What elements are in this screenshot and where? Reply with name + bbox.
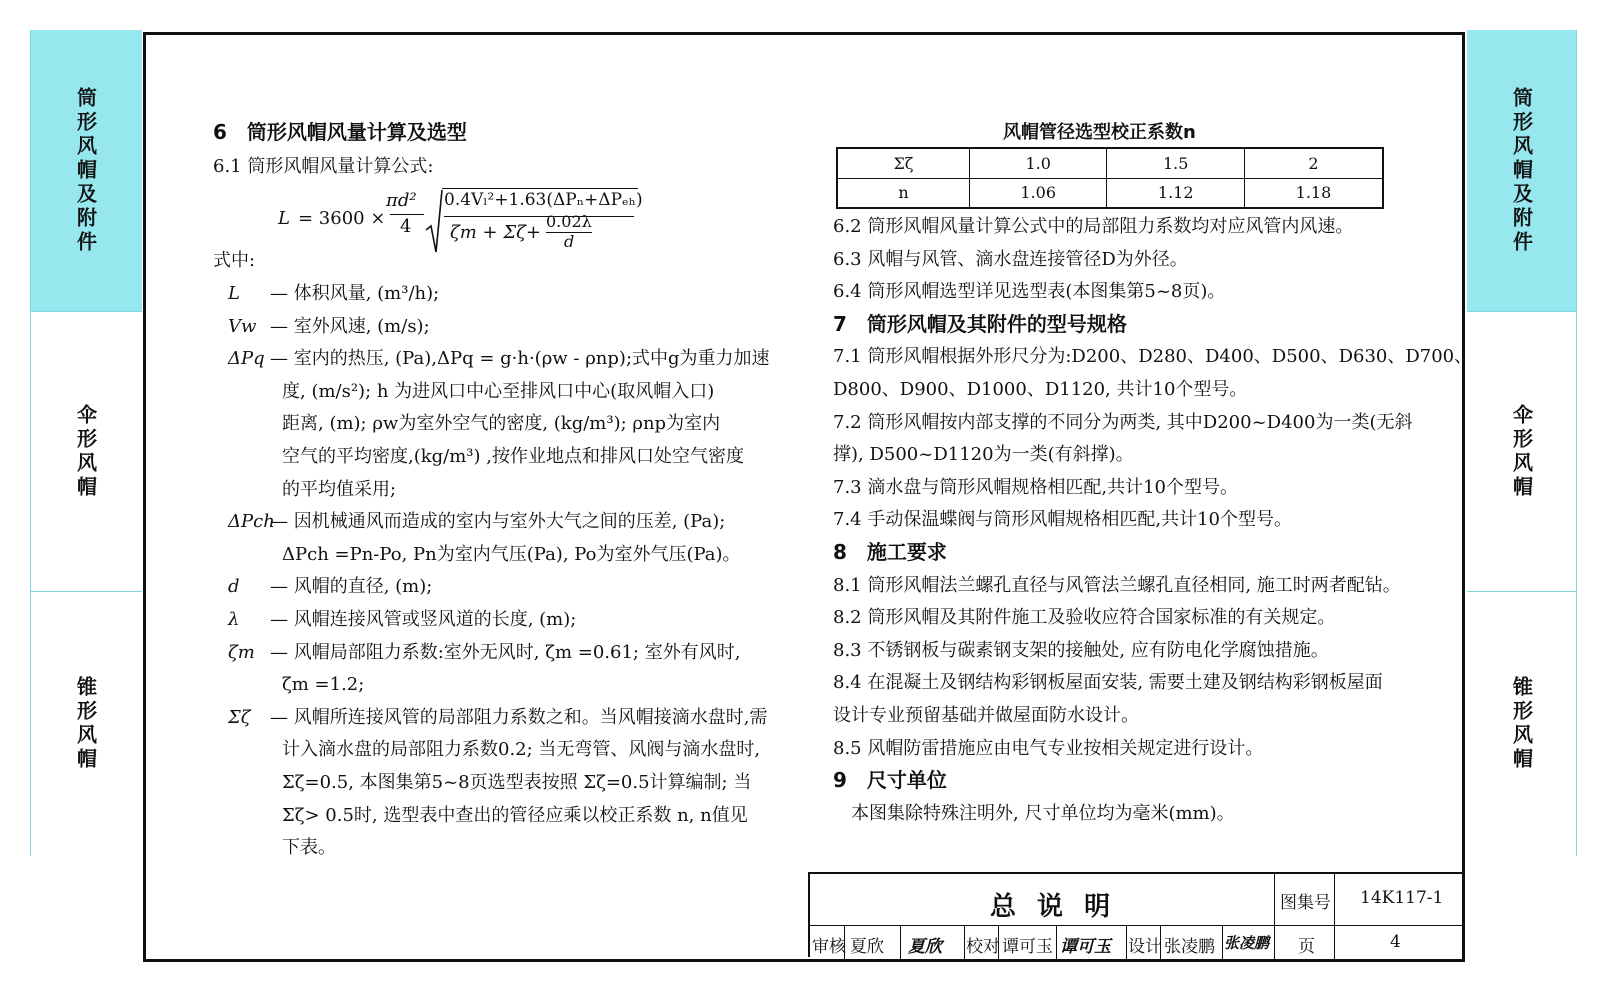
- paragraph-line: 设计专业预留基础并做屋面防水设计。: [833, 705, 1139, 726]
- paragraph-line: 本图集除特殊注明外, 尺寸单位均为毫米(mm)。: [833, 802, 1235, 824]
- side-tab-cone-cap[interactable]: [30, 592, 142, 856]
- definition-line: [228, 342, 770, 375]
- table-row: [837, 148, 1383, 178]
- definition-symbol: d: [228, 576, 240, 598]
- definition-text: ζm =1.2;: [282, 674, 365, 696]
- table-title: 风帽管径选型校正系数n: [1003, 122, 1196, 143]
- section-heading: 8 施工要求: [833, 540, 947, 564]
- definition-symbol: ΔPch: [228, 511, 275, 533]
- definition-line: [228, 570, 432, 603]
- definition-line: [228, 766, 751, 799]
- formula-pi-den: 4: [400, 216, 412, 237]
- table-cell: 1.06: [969, 178, 1107, 208]
- atlas-number: 14K117-1: [1360, 888, 1444, 908]
- correction-table: [836, 147, 1384, 209]
- formula-eq: = 3600 ×: [298, 208, 386, 229]
- paragraph-line: 7.4 手动保温蝶阀与筒形风帽规格相匹配,共计10个型号。: [833, 509, 1292, 531]
- atlas-label: 图集号: [1280, 893, 1331, 913]
- definition-text: 距离, (m); ρw为室外空气的密度, (kg/m³); ρnp为室内: [282, 413, 721, 435]
- table-cell: 1.18: [1244, 178, 1383, 208]
- definition-text: Σζ> 0.5时, 选型表中查出的管径应乘以校正系数 n, n值见: [282, 804, 748, 826]
- table-row: [837, 178, 1383, 208]
- check-signature: 谭可玉: [1060, 937, 1111, 957]
- check-label: 校对: [966, 937, 1000, 957]
- title-block: [808, 872, 1462, 957]
- side-tab-label: 伞形风帽: [1509, 403, 1534, 500]
- definition-text: — 风帽连接风管或竖风道的长度, (m);: [270, 609, 577, 630]
- paragraph-line: 6.2 筒形风帽风量计算公式中的局部阻力系数均对应风管内风速。: [833, 216, 1354, 237]
- paragraph-line: 6.4 筒形风帽选型详见选型表(本图集第5~8页)。: [833, 281, 1226, 303]
- definition-line: [228, 277, 439, 310]
- paragraph-line: 8.2 筒形风帽及其附件施工及验收应符合国家标准的有关规定。: [833, 607, 1336, 629]
- definition-text: 的平均值采用;: [282, 478, 397, 500]
- airflow-formula: [278, 188, 643, 258]
- definition-text: — 风帽所连接风管的局部阻力系数之和。当风帽接滴水盘时,需: [270, 706, 768, 728]
- side-tab-tube-cap[interactable]: [30, 30, 142, 312]
- section-heading: 9 尺寸单位: [833, 768, 947, 793]
- paragraph-line: 8.1 筒形风帽法兰螺孔直径与风管法兰螺孔直径相同, 施工时两者配钻。: [833, 574, 1401, 596]
- paragraph-line: D800、D900、D1000、D1120, 共计10个型号。: [833, 379, 1248, 400]
- side-tab-label: 锥形风帽: [73, 676, 98, 772]
- definition-text: 计入滴水盘的局部阻力系数0.2; 当无弯管、风阀与滴水盘时,: [282, 739, 761, 761]
- design-label: 设计: [1128, 937, 1162, 957]
- check-name: 谭可玉: [1002, 937, 1053, 957]
- definition-line: [228, 538, 741, 571]
- formula-numerator: 0.4Vₗ²+1.63(ΔPₙ+ΔPₑₕ): [444, 190, 643, 210]
- side-tab-label: 筒形风帽及附件: [73, 86, 98, 255]
- definition-line: [228, 440, 744, 473]
- page-number: 4: [1390, 932, 1401, 952]
- definition-text: — 体积风量, (m³/h);: [270, 283, 440, 304]
- formula-denominator: ζm + Σζ+: [450, 222, 541, 243]
- where-label: 式中:: [213, 250, 256, 271]
- side-tab-label: 筒形风帽及附件: [1509, 86, 1534, 255]
- drawing-title: 总 说 明: [990, 892, 1117, 922]
- definition-symbol: Vw: [228, 315, 257, 337]
- definition-line: [228, 733, 760, 766]
- side-tab-cone-cap[interactable]: [1467, 592, 1577, 856]
- table-cell: 1.12: [1107, 178, 1245, 208]
- table-cell: 2: [1244, 148, 1383, 178]
- definition-text: 空气的平均密度,(kg/m³) ,按作业地点和排风口处空气密度: [282, 446, 744, 467]
- definition-text: — 室内的热压, (Pa),ΔPq = g·h·(ρw - ρnp);式中g为重力加速: [270, 348, 770, 370]
- paragraph-line: 8.4 在混凝土及钢结构彩钢板屋面安装, 需要土建及钢结构彩钢板屋面: [833, 672, 1383, 694]
- section-heading: 7 筒形风帽及其附件的型号规格: [833, 311, 1127, 336]
- design-signature: 张凌鹏: [1224, 934, 1270, 952]
- formula-lhs: L: [278, 208, 290, 229]
- paragraph-line: 7.3 滴水盘与筒形风帽规格相匹配,共计10个型号。: [833, 476, 1238, 498]
- definition-line: [228, 375, 714, 408]
- definition-text: ΔPch =Pn-Po, Pn为室内气压(Pa), Po为室外气压(Pa)。: [282, 543, 741, 565]
- review-name: 夏欣: [850, 937, 884, 957]
- definition-symbol: ΔPq: [228, 348, 265, 370]
- side-edge: [1576, 30, 1577, 856]
- table-cell: Σζ: [837, 148, 969, 178]
- definition-line: [228, 799, 748, 832]
- paragraph-line: 8.5 风帽防雷措施应由电气专业按相关规定进行设计。: [833, 737, 1264, 759]
- definition-text: Σζ=0.5, 本图集第5~8页选型表按照 Σζ=0.5计算编制; 当: [282, 772, 752, 793]
- definition-symbol: λ: [228, 609, 240, 630]
- table-cell: 1.0: [969, 148, 1107, 178]
- formula-pi-num: πd²: [386, 190, 417, 211]
- definition-line: [228, 505, 725, 538]
- review-label: 审核: [812, 937, 846, 957]
- formula-frac-den: d: [564, 232, 575, 251]
- definition-symbol: L: [228, 283, 240, 304]
- table-cell: n: [837, 178, 969, 208]
- definition-text: — 室外风速, (m/s);: [270, 315, 430, 337]
- section-heading-6: 6 筒形风帽风量计算及选型: [213, 120, 467, 144]
- paragraph-line: 6.3 风帽与风管、滴水盘连接管径D为外径。: [833, 248, 1188, 270]
- sqrt-icon: [424, 188, 444, 254]
- definition-text: 度, (m/s²); h 为进风口中心至排风口中心(取风帽入口): [282, 380, 715, 402]
- definition-line: [228, 407, 720, 440]
- paragraph-line: 撑), D500~D1120为一类(有斜撑)。: [833, 444, 1134, 466]
- definition-text: — 风帽局部阻力系数:室外无风时, ζm =0.61; 室外有风时,: [270, 641, 741, 663]
- side-edge: [30, 30, 31, 856]
- side-tab-label: 锥形风帽: [1509, 676, 1534, 772]
- table-cell: 1.5: [1107, 148, 1245, 178]
- side-tab-umbrella-cap[interactable]: [1467, 312, 1577, 592]
- right-side-tabs: [1467, 30, 1577, 856]
- side-tab-label: 伞形风帽: [73, 403, 98, 500]
- review-signature: 夏欣: [908, 937, 942, 957]
- design-name: 张凌鹏: [1164, 937, 1215, 957]
- definition-line: [228, 473, 396, 506]
- definition-line: [228, 831, 336, 864]
- formula-frac-num: 0.02λ: [546, 212, 592, 231]
- side-tab-umbrella-cap[interactable]: [30, 312, 142, 592]
- definition-line: [228, 310, 430, 343]
- left-side-tabs: [30, 30, 142, 856]
- definition-text: — 风帽的直径, (m);: [270, 576, 433, 598]
- definition-line: [228, 636, 740, 669]
- definition-line: [228, 668, 364, 701]
- definition-text: — 因机械通风而造成的室内与室外大气之间的压差, (Pa);: [270, 511, 726, 533]
- paragraph-line: 7.1 筒形风帽根据外形尺分为:D200、D280、D400、D500、D630、D700、: [833, 346, 1473, 368]
- definition-text: 下表。: [282, 837, 336, 859]
- page-label: 页: [1298, 937, 1315, 957]
- paragraph-line: 7.2 筒形风帽按内部支撑的不同分为两类, 其中D200~D400为一类(无斜: [833, 411, 1413, 433]
- subsection-6-1: 6.1 筒形风帽风量计算公式:: [213, 156, 434, 177]
- definition-symbol: ζm: [228, 641, 255, 663]
- definition-symbol: Σζ: [228, 706, 251, 728]
- side-tab-tube-cap[interactable]: [1467, 30, 1577, 312]
- paragraph-line: 8.3 不锈钢板与碳素钢支架的接触处, 应有防电化学腐蚀措施。: [833, 639, 1329, 661]
- definition-line: [228, 603, 576, 636]
- definition-line: [228, 701, 767, 734]
